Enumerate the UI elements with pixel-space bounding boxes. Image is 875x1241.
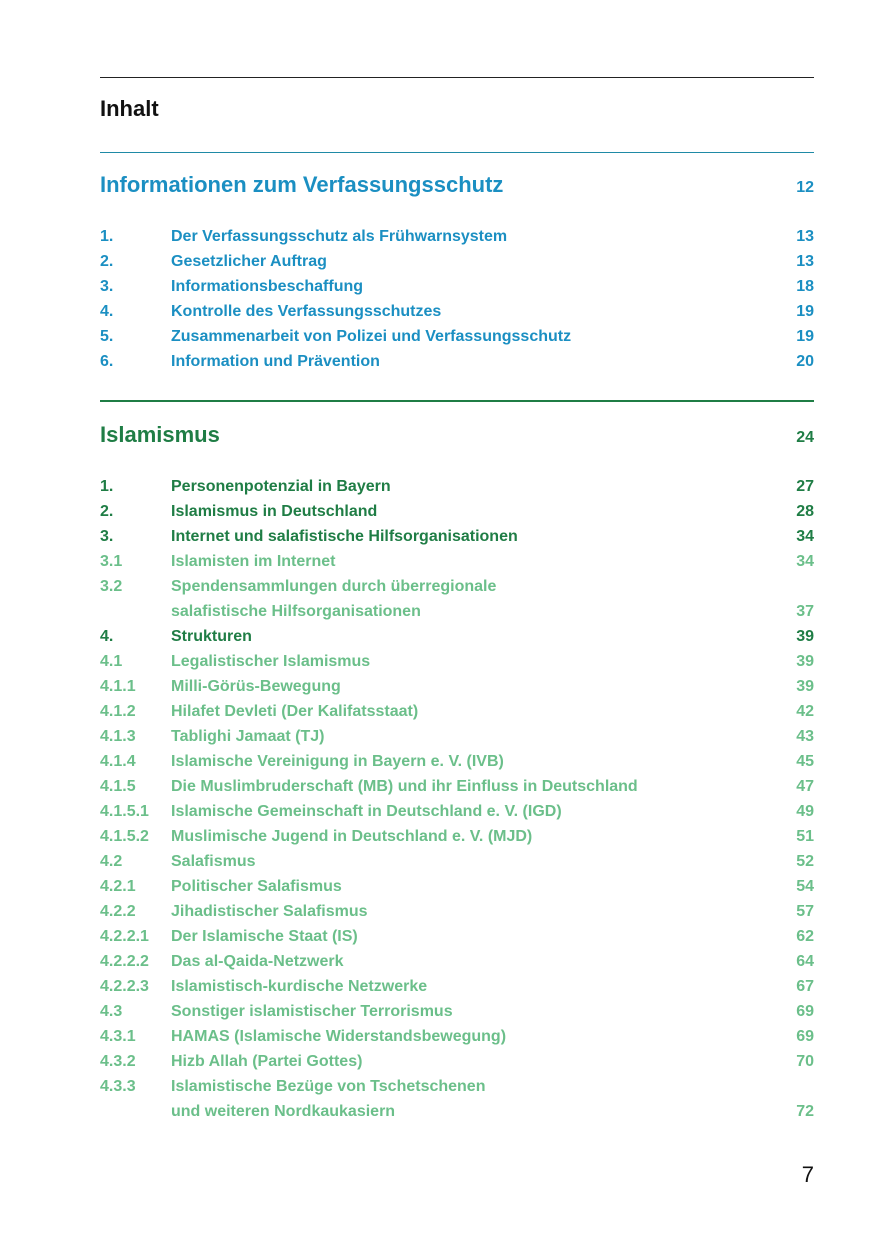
toc-entry-page: 45: [796, 753, 814, 770]
toc-entry-label: Islamische Vereinigung in Bayern e. V. (IVB): [171, 753, 504, 770]
toc-entry-label: Islamistische Bezüge von Tschetschenen und weiteren Nordkaukasiern: [171, 1078, 486, 1120]
toc-entry[interactable]: [100, 1024, 814, 1049]
toc-entry[interactable]: [100, 324, 814, 349]
toc-entry-label: Zusammenarbeit von Polizei und Verfassungsschutz: [171, 328, 572, 345]
toc-entry-number: 4.: [100, 303, 114, 320]
toc-entry-page: 64: [796, 953, 814, 970]
toc-entry[interactable]: [100, 749, 814, 774]
toc-entry-label: HAMAS (Islamische Widerstandsbewegung): [171, 1028, 507, 1045]
toc-entry-page: 20: [796, 353, 814, 370]
toc-entry[interactable]: [100, 299, 814, 324]
toc-entry-label: Islamische Gemeinschaft in Deutschland e. V. (IGD): [171, 803, 562, 820]
toc-entry-label: Das al-Qaida-Netzwerk: [171, 953, 344, 970]
toc-entry-label: Muslimische Jugend in Deutschland e. V. (MJD): [171, 828, 533, 845]
toc-entry-page: 18: [796, 278, 814, 295]
toc-entry-number: 3.: [100, 278, 114, 295]
toc-entry-page: 49: [796, 803, 814, 820]
toc-entry-page: 19: [796, 328, 814, 345]
toc-entry-number: 4.1.4: [100, 753, 136, 770]
toc-entry-number: 6.: [100, 353, 114, 370]
toc-entry[interactable]: [100, 1049, 814, 1074]
toc-entry-number: 5.: [100, 328, 114, 345]
toc-entry-number: 2.: [100, 253, 114, 270]
toc-entry-label: Jihadistischer Salafismus: [171, 903, 368, 920]
toc-entry-number: 1.: [100, 478, 114, 495]
toc-entry-label: Informationsbeschaffung: [171, 278, 364, 295]
toc-entry-number: 4.2.2.1: [100, 928, 149, 945]
toc-entry-page: 72: [796, 1103, 814, 1120]
toc-entry-label: Legalistischer Islamismus: [171, 653, 371, 670]
toc-entry[interactable]: [100, 624, 814, 649]
toc-list-verfassungsschutz: [100, 224, 814, 374]
toc-entry-page: 67: [796, 978, 814, 995]
toc-entry-label: Der Verfassungsschutz als Frühwarnsystem: [171, 228, 508, 245]
toc-entry-page: 34: [796, 528, 814, 545]
toc-entry[interactable]: [100, 249, 814, 274]
toc-entry[interactable]: [100, 999, 814, 1024]
toc-entry-page: 42: [796, 703, 814, 720]
section-title: Islamismus: [100, 422, 220, 447]
toc-entry-page: 37: [796, 603, 814, 620]
page-title: Inhalt: [100, 96, 159, 121]
toc-entry-number: 4.1.5.2: [100, 828, 149, 845]
toc-entry-label: Politischer Salafismus: [171, 878, 342, 895]
toc-entry[interactable]: [100, 649, 814, 674]
toc-entry[interactable]: [100, 574, 814, 624]
toc-entry-label: Internet und salafistische Hilfsorganisationen: [171, 528, 518, 545]
toc-entry[interactable]: [100, 699, 814, 724]
toc-entry[interactable]: [100, 874, 814, 899]
toc-entry-page: 51: [796, 828, 814, 845]
toc-entry-number: 4.1.1: [100, 678, 136, 695]
toc-entry-label: Personenpotenzial in Bayern: [171, 478, 391, 495]
section-page: 24: [796, 429, 814, 446]
toc-entry-page: 52: [796, 853, 814, 870]
toc-entry-number: 4.2.1: [100, 878, 136, 895]
toc-entry-number: 4.1: [100, 653, 123, 670]
toc-entry[interactable]: [100, 799, 814, 824]
toc-entry-number: 3.: [100, 528, 114, 545]
toc-entry-page: 39: [796, 678, 814, 695]
toc-entry-number: 2.: [100, 503, 114, 520]
toc-entry-page: 27: [796, 478, 814, 495]
toc-entry[interactable]: [100, 524, 814, 549]
toc-entry-page: 13: [796, 253, 814, 270]
toc-entry-page: 19: [796, 303, 814, 320]
toc-entry-page: 62: [796, 928, 814, 945]
toc-entry-number: 3.1: [100, 553, 123, 570]
toc-entry-page: 28: [796, 503, 814, 520]
toc-entry-number: 4.3.3: [100, 1078, 136, 1095]
toc-entry-label: Islamismus in Deutschland: [171, 503, 378, 520]
toc-entry-number: 4.1.5.1: [100, 803, 149, 820]
toc-entry-label: Kontrolle des Verfassungsschutzes: [171, 303, 442, 320]
toc-entry-page: 13: [796, 228, 814, 245]
toc-entry[interactable]: [100, 899, 814, 924]
toc-list-islamismus: [100, 474, 814, 1124]
toc-entry-number: 4.3.1: [100, 1028, 136, 1045]
toc-entry-page: 70: [796, 1053, 814, 1070]
toc-entry[interactable]: [100, 549, 814, 574]
toc-entry[interactable]: [100, 949, 814, 974]
toc-entry-label: Islamisten im Internet: [171, 553, 336, 570]
toc-entry-label: Hizb Allah (Partei Gottes): [171, 1053, 363, 1070]
section-title: Informationen zum Verfassungsschutz: [100, 172, 504, 197]
toc-entry-label: Sonstiger islamistischer Terrorismus: [171, 1003, 453, 1020]
toc-entry-label: Spendensammlungen durch überregionale salafistische Hilfsorganisationen: [171, 578, 497, 620]
toc-entry-number: 4.2.2.3: [100, 978, 149, 995]
toc-entry-label: Salafismus: [171, 853, 256, 870]
toc-entry[interactable]: [100, 849, 814, 874]
section-heading-verfassungsschutz[interactable]: [100, 172, 814, 198]
toc-entry[interactable]: [100, 274, 814, 299]
section-heading-islamismus[interactable]: [100, 422, 814, 448]
page-number: 7: [801, 1162, 814, 1187]
toc-entry-page: 69: [796, 1028, 814, 1045]
toc-entry[interactable]: [100, 824, 814, 849]
toc-entry[interactable]: [100, 774, 814, 799]
toc-entry-label: Strukturen: [171, 628, 252, 645]
toc-entry[interactable]: [100, 674, 814, 699]
toc-entry-number: 4.2.2: [100, 903, 136, 920]
toc-entry-number: 4.1.5: [100, 778, 136, 795]
toc-entry[interactable]: [100, 1074, 814, 1124]
toc-entry[interactable]: [100, 474, 814, 499]
toc-entry[interactable]: [100, 349, 814, 374]
toc-entry-page: 39: [796, 653, 814, 670]
toc-entry[interactable]: [100, 224, 814, 249]
section-page: 12: [796, 179, 814, 196]
toc-entry-label: Islamistisch-kurdische Netzwerke: [171, 978, 428, 995]
toc-entry-number: 4.2: [100, 853, 123, 870]
toc-entry[interactable]: [100, 724, 814, 749]
toc-entry-number: 4.: [100, 628, 114, 645]
toc-entry-label: Hilafet Devleti (Der Kalifatsstaat): [171, 703, 419, 720]
toc-entry-page: 57: [796, 903, 814, 920]
toc-entry-page: 34: [796, 553, 814, 570]
toc-entry-page: 69: [796, 1003, 814, 1020]
section-rule-blue: [100, 152, 814, 153]
toc-entry-number: 1.: [100, 228, 114, 245]
toc-entry-label: Milli-Görüs-Bewegung: [171, 678, 341, 695]
toc-entry-label: Information und Prävention: [171, 353, 380, 370]
toc-entry-page: 54: [796, 878, 814, 895]
section-rule-green: [100, 400, 814, 402]
toc-entry-page: 43: [796, 728, 814, 745]
toc-entry-label: Die Muslimbruderschaft (MB) und ihr Einfluss in Deutschland: [171, 778, 638, 795]
toc-entry-label: Der Islamische Staat (IS): [171, 928, 358, 945]
toc-entry-page: 39: [796, 628, 814, 645]
toc-entry-number: 4.1.2: [100, 703, 136, 720]
top-rule: [100, 77, 814, 78]
toc-entry-number: 4.3: [100, 1003, 123, 1020]
toc-entry-label: Tablighi Jamaat (TJ): [171, 728, 325, 745]
toc-entry-number: 4.3.2: [100, 1053, 136, 1070]
toc-entry[interactable]: [100, 974, 814, 999]
toc-entry-number: 4.1.3: [100, 728, 136, 745]
toc-entry[interactable]: [100, 924, 814, 949]
toc-entry[interactable]: [100, 499, 814, 524]
toc-entry-number: 4.2.2.2: [100, 953, 149, 970]
toc-entry-label: Gesetzlicher Auftrag: [171, 253, 327, 270]
toc-entry-number: 3.2: [100, 578, 123, 595]
toc-entry-page: 47: [796, 778, 814, 795]
